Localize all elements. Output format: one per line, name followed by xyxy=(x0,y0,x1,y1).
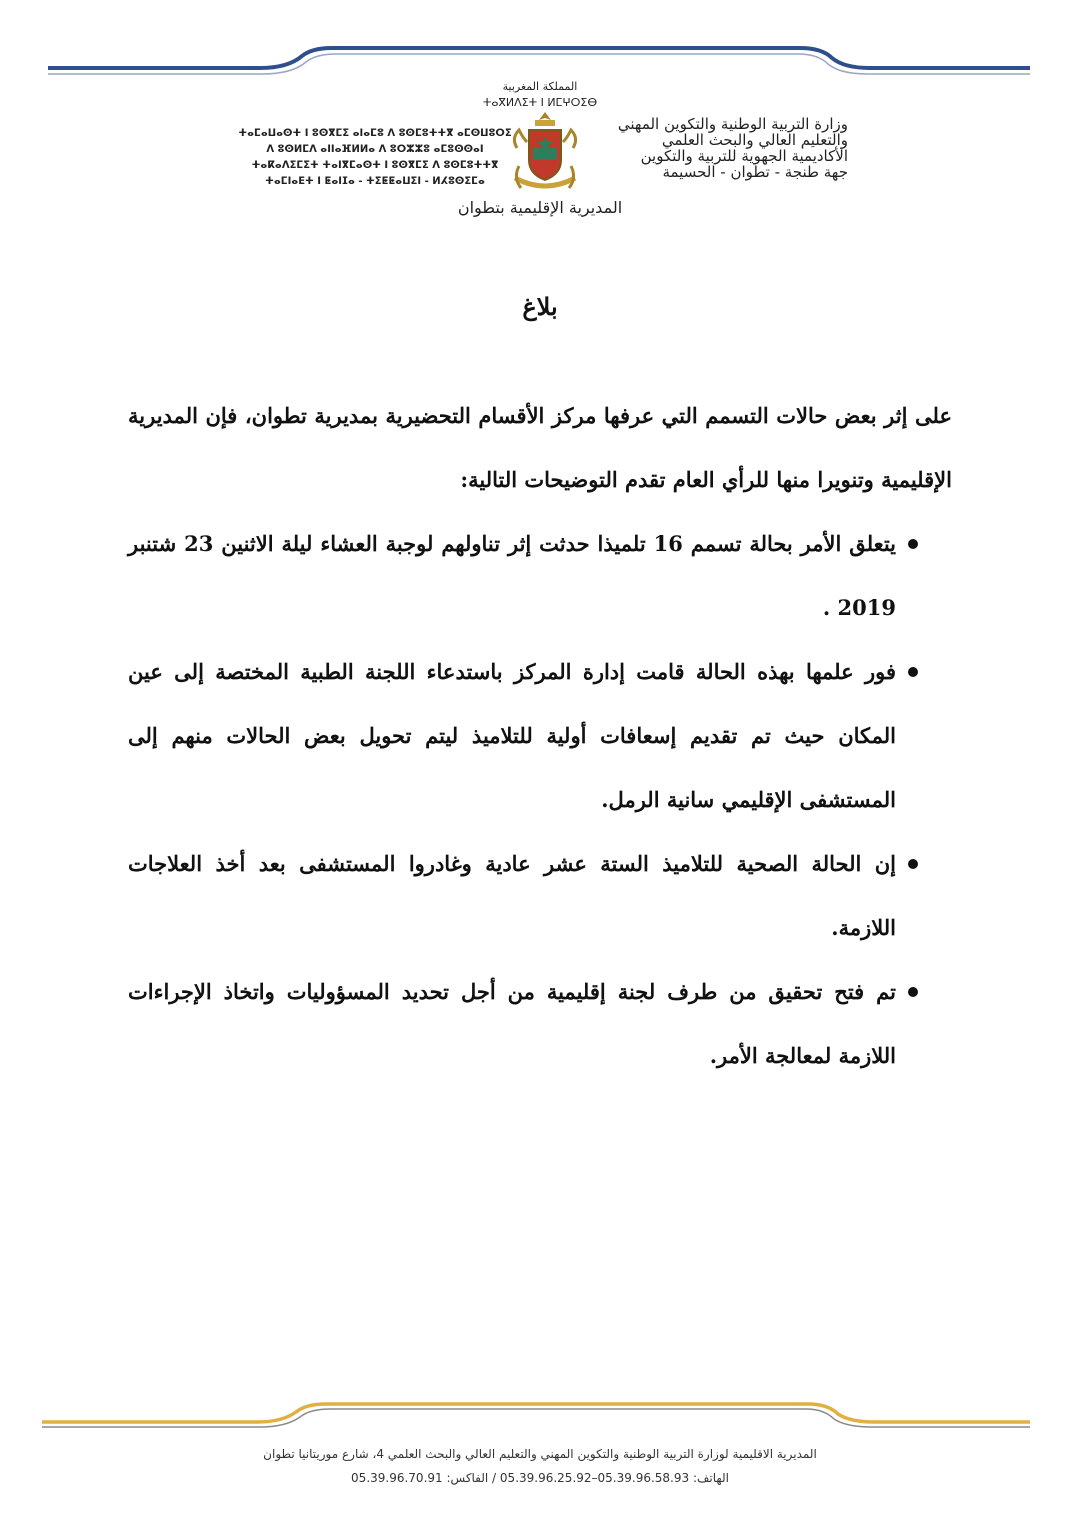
ministry-tifinagh-line: ⵜⴰⵎⵏⴰⴹⵜ ⵏ ⵟⴰⵏⵊⴰ - ⵜⵉⵟⵟⴰⵡⵉⵏ - ⵍⵃⵓⵙⵉⵎⴰ xyxy=(265,176,485,187)
ministry-tifinagh-line: ⵜⴰⴽⴰⴷⵉⵎⵉⵜ ⵜⴰⵏⴳⵎⴰⵙⵜ ⵏ ⵓⵙⴳⵎⵉ ⴷ ⵓⵙⵎⵓⵜⵜⴳ xyxy=(251,160,499,171)
kingdom-name-tifinagh: ⵜⴰⴳⵍⴷⵉⵜ ⵏ ⵍⵎⵖⵔⵉⴱ xyxy=(482,96,598,109)
list-item-text: تم فتح تحقيق من طرف لجنة إقليمية من أجل تحديد المسؤوليات واتخاذ الإجراءات اللازمة لمعالجة الأمر. xyxy=(128,979,896,1068)
list-item-text: فور علمها بهذه الحالة قامت إدارة المركز باستدعاء اللجنة الطبية المختصة إلى عين المكان حيث تم تقديم إسعافات أولية للتلاميذ ليتم تحويل بعض الحالات منهم إلى المستشفى الإقليمي سانية الرمل. xyxy=(128,659,896,812)
ministry-tifinagh-line: ⵜⴰⵎⴰⵡⴰⵙⵜ ⵏ ⵓⵙⴳⵎⵉ ⴰⵏⴰⵎⵓ ⴷ ⵓⵙⵎⵓⵜⵜⴳ ⴰⵎⵙⵡⵓⵔⵉ xyxy=(238,128,512,139)
ministry-tifinagh-line: ⴷ ⵓⵙⵍⵎⴷ ⴰⵏⵏⴰⴼⵍⵍⴰ ⴷ ⵓⵔⵣⵣⵓ ⴰⵎⵓⵙⵙⴰⵏ xyxy=(266,144,484,155)
coat-of-arms-icon xyxy=(505,108,585,198)
list-item xyxy=(128,960,952,1088)
footer-rule xyxy=(38,1400,1038,1436)
list-item xyxy=(128,512,952,640)
ministry-arabic xyxy=(588,116,848,180)
ministry-arabic-line: جهة طنجة - تطوان - الحسيمة xyxy=(662,163,848,181)
intro-paragraph: على إثر بعض حالات التسمم التي عرفها مركز الأقسام التحضيرية بمديرية تطوان، فإن المديرية الإقليمية وتنويرا منها للرأي العام تقدم التوضيحات التالية: xyxy=(128,403,952,492)
announcement-body xyxy=(128,384,952,1088)
footer-address: المديرية الاقليمية لوزارة التربية الوطنية والتكوين المهني والتعليم العالي والبحث العلمي 4، شارع موريتانيا تطوان xyxy=(263,1447,817,1461)
bullet-icon xyxy=(908,987,918,997)
provincial-directorate: المديرية الإقليمية بتطوان xyxy=(457,198,623,217)
list-item-text: إن الحالة الصحية للتلاميذ الستة عشر عادية وغادروا المستشفى بعد أخذ العلاجات اللازمة. xyxy=(128,851,896,940)
list-item-text: يتعلق الأمر بحالة تسمم 16 تلميذا حدثت إثر تناولهم لوجبة العشاء ليلة الاثنين 23 شتنبر 2019 . xyxy=(128,531,896,620)
ministry-tifinagh xyxy=(230,126,520,190)
footer-contacts: الهاتف: 05.39.96.58.93–05.39.96.25.92 / الفاكس: 05.39.96.70.91 xyxy=(351,1471,729,1485)
ministry-arabic-line: والتعليم العالي والبحث العلمي xyxy=(661,131,848,149)
announcement-title: بلاغ xyxy=(522,292,558,321)
kingdom-name-arabic: المملكة المغربية xyxy=(502,80,578,93)
bullet-icon xyxy=(908,859,918,869)
clarifications-list xyxy=(128,512,952,1088)
footer xyxy=(200,1442,880,1490)
ministry-arabic-line: وزارة التربية الوطنية والتكوين المهني xyxy=(617,115,848,133)
list-item xyxy=(128,640,952,832)
bullet-icon xyxy=(908,539,918,549)
bullet-icon xyxy=(908,667,918,677)
ministry-arabic-line: الأكاديمية الجهوية للتربية والتكوين xyxy=(640,147,848,165)
list-item xyxy=(128,832,952,960)
header-rule xyxy=(40,44,1040,84)
